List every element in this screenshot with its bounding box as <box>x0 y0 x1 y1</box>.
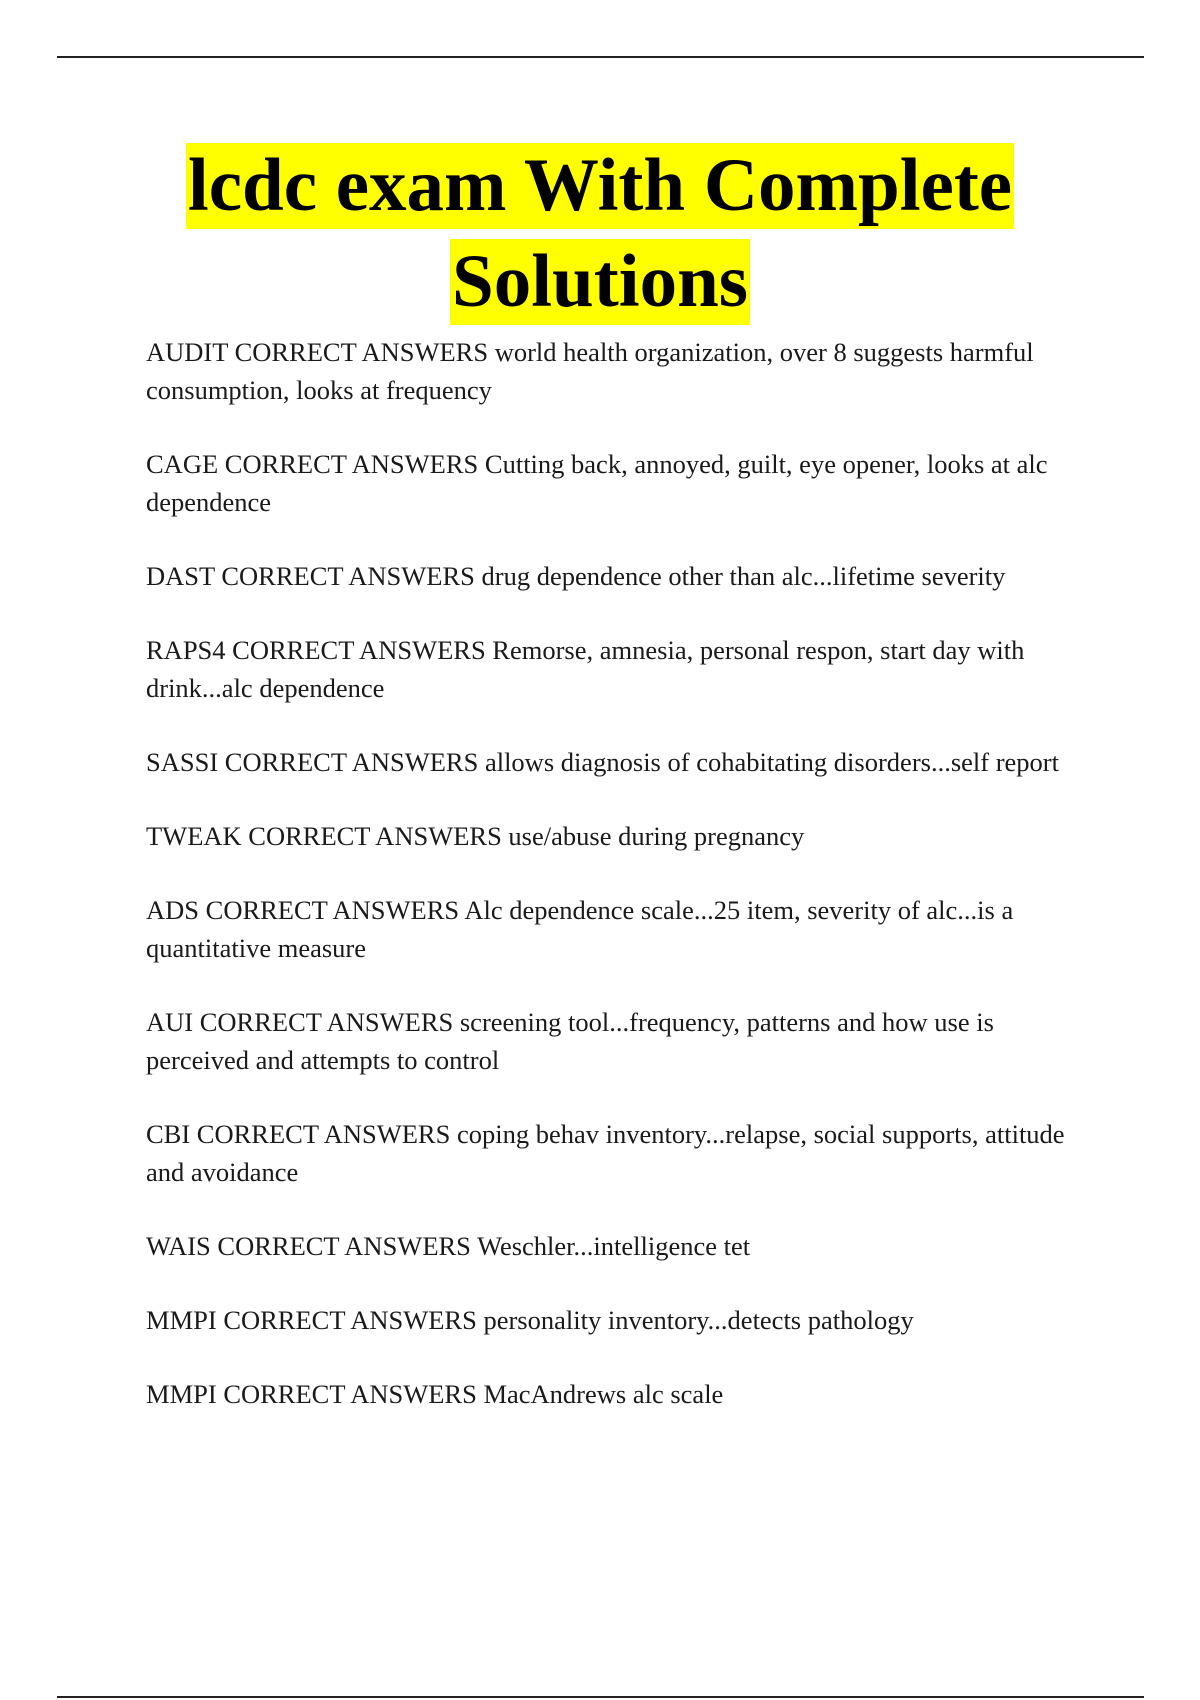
footer-rule <box>57 1696 1144 1698</box>
entry-raps4: RAPS4 CORRECT ANSWERS Remorse, amnesia, personal respon, start day with drink...alc dependence <box>146 635 1025 703</box>
entry-cage: CAGE CORRECT ANSWERS Cutting back, annoyed, guilt, eye opener, looks at alc dependence <box>146 449 1048 517</box>
title-line-2-wrap <box>0 229 1200 325</box>
entry-wais: WAIS CORRECT ANSWERS Weschler...intelligence tet <box>146 1231 751 1261</box>
header-rule <box>57 56 1144 58</box>
entry-cbi: CBI CORRECT ANSWERS coping behav inventory...relapse, social supports, attitude and avoidance <box>146 1119 1065 1187</box>
title-line-1: lcdc exam With Complete <box>187 144 1013 227</box>
title-line-2: Solutions <box>452 240 748 323</box>
entry-mmpi-2: MMPI CORRECT ANSWERS MacAndrews alc scale <box>146 1379 724 1409</box>
entry-list <box>146 333 1096 1449</box>
entry-dast: DAST CORRECT ANSWERS drug dependence other than alc...lifetime severity <box>146 561 1006 591</box>
document-title <box>0 143 1200 325</box>
entry-sassi: SASSI CORRECT ANSWERS allows diagnosis of cohabitating disorders...self report <box>146 747 1059 777</box>
title-line-1-wrap <box>0 143 1200 229</box>
entry-aui: AUI CORRECT ANSWERS screening tool...frequency, patterns and how use is perceived and attempts to control <box>146 1007 994 1075</box>
entry-mmpi-1: MMPI CORRECT ANSWERS personality inventory...detects pathology <box>146 1305 914 1335</box>
entry-audit: AUDIT CORRECT ANSWERS world health organization, over 8 suggests harmful consumption, looks at frequency <box>146 337 1034 405</box>
entry-ads: ADS CORRECT ANSWERS Alc dependence scale...25 item, severity of alc...is a quantitative measure <box>146 895 1014 963</box>
entry-tweak: TWEAK CORRECT ANSWERS use/abuse during pregnancy <box>146 821 805 851</box>
